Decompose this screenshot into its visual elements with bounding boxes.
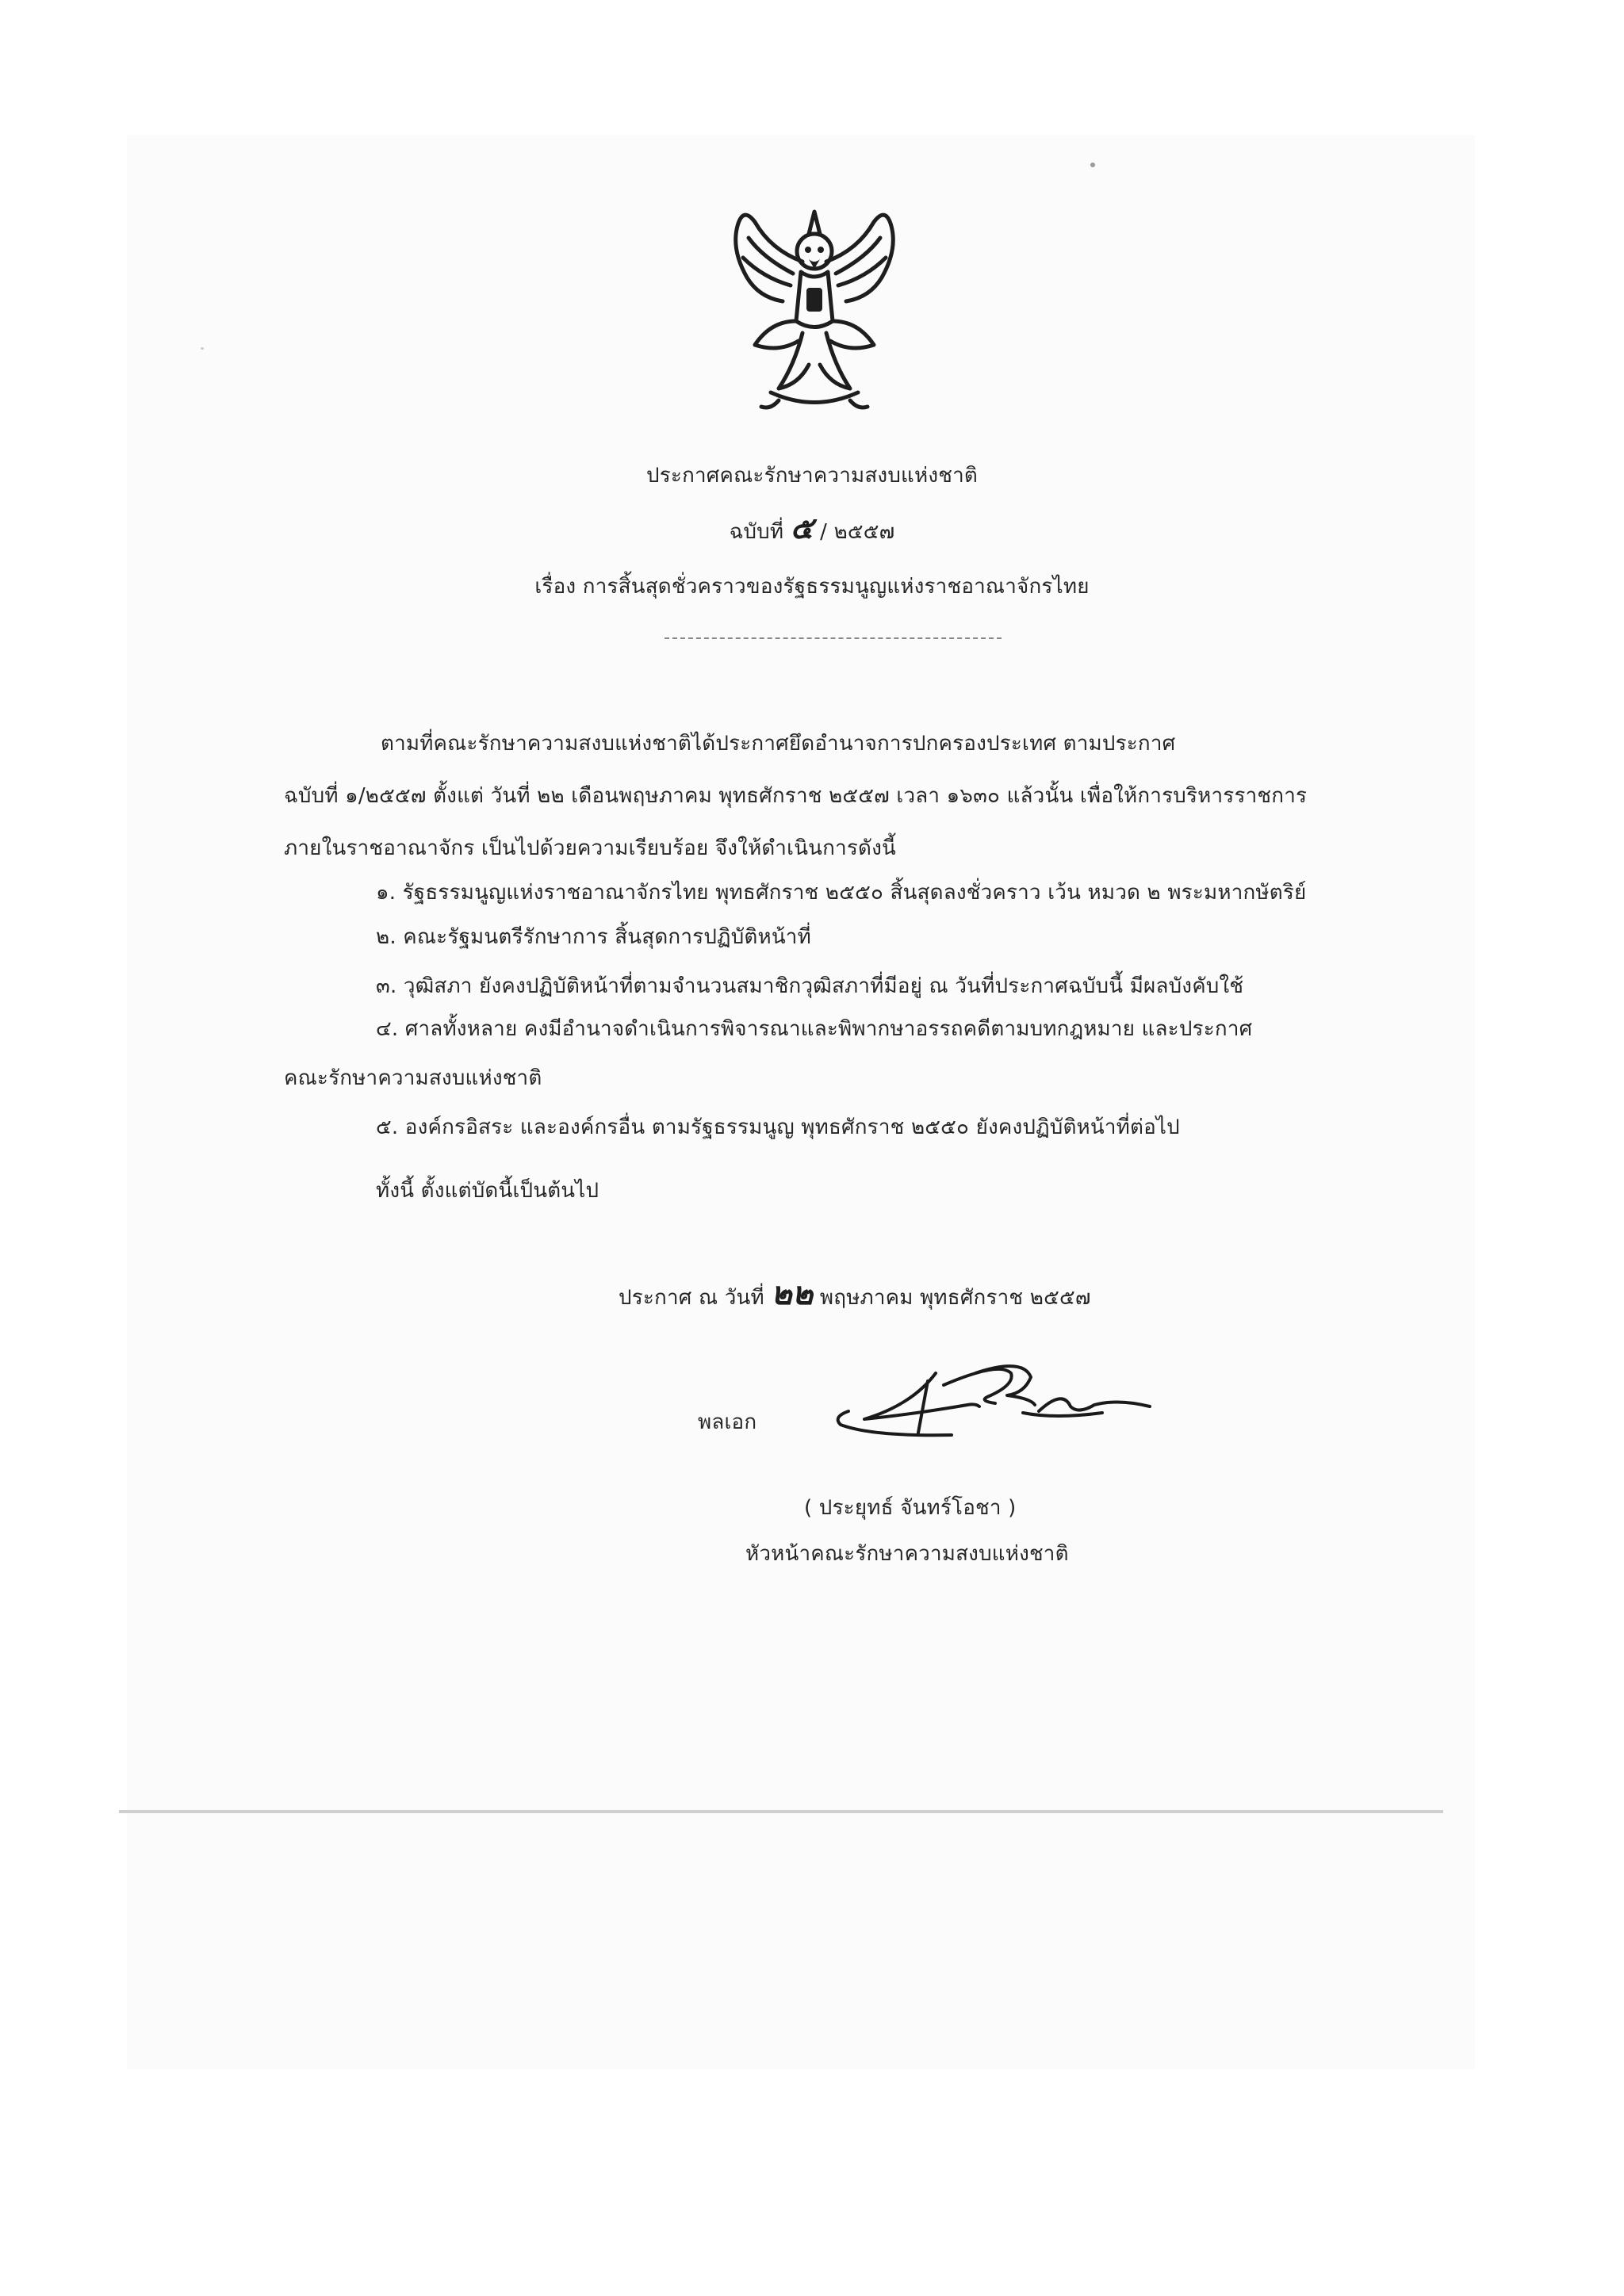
- scan-edge-line: [119, 1810, 1443, 1813]
- item-5: ๕. องค์กรอิสระ และองค์กรอื่น ตามรัฐธรรมนูญ พุทธศักราช ๒๕๕๐ ยังคงปฏิบัติหน้าที่ต่อไป: [376, 1115, 1180, 1139]
- item-4-line-1: ๔. ศาลทั้งหลาย คงมีอำนาจดำเนินการพิจารณาและพิพากษาอรรถคดีตามบทกฎหมาย และประกาศ: [376, 1017, 1253, 1041]
- closing-line: ทั้งนี้ ตั้งแต่บัดนี้เป็นต้นไป: [376, 1179, 599, 1203]
- subject-line: เรื่อง การสิ้นสุดชั่วคราวของรัฐธรรมนูญแห่งราชอาณาจักรไทย: [534, 575, 1090, 599]
- date-day-handwritten: ๒๒: [771, 1275, 814, 1312]
- number-prefix: ฉบับที่: [729, 520, 784, 544]
- number-suffix: / ๒๕๕๗: [820, 520, 895, 544]
- signatory-name: ( ประยุทธ์ จันทร์โอชา ): [804, 1496, 1017, 1520]
- item-3: ๓. วุฒิสภา ยังคงปฏิบัติหน้าที่ตามจำนวนสมาชิกวุฒิสภาที่มีอยู่ ณ วันที่ประกาศฉบับนี้ มีผลบังคับใช้: [376, 974, 1244, 998]
- scan-speck: [201, 347, 204, 350]
- signatory-title: หัวหน้าคณะรักษาความสงบแห่งชาติ: [745, 1542, 1069, 1566]
- intro-line-2: ฉบับที่ ๑/๒๕๕๗ ตั้งแต่ วันที่ ๒๒ เดือนพฤษภาคม พุทธศักราช ๒๕๕๗ เวลา ๑๖๓๐ แล้วนั้น เพื่อให้การบริหารราชการ: [284, 784, 1308, 808]
- item-1: ๑. รัฐธรรมนูญแห่งราชอาณาจักรไทย พุทธศักราช ๒๕๕๐ สิ้นสุดลงชั่วคราว เว้น หมวด ๒ พระมหากษัตริย์: [376, 881, 1307, 905]
- intro-line-3: ภายในราชอาณาจักร เป็นไปด้วยความเรียบร้อย จึงให้ดำเนินการดังนี้: [284, 836, 896, 860]
- issue-date: [619, 1275, 1091, 1312]
- date-suffix: พฤษภาคม พุทธศักราช ๒๕๕๗: [819, 1286, 1091, 1310]
- intro-line-1: ตามที่คณะรักษาความสงบแห่งชาติได้ประกาศยึดอำนาจการปกครองประเทศ ตามประกาศ: [381, 732, 1176, 756]
- date-prefix: ประกาศ ณ วันที่: [619, 1286, 764, 1310]
- item-4-line-2: คณะรักษาความสงบแห่งชาติ: [284, 1066, 542, 1090]
- scanned-page: [127, 135, 1475, 2069]
- scan-speck: [1090, 163, 1095, 167]
- handwritten-signature: [817, 1357, 1166, 1452]
- announcement-number: [0, 510, 1624, 546]
- item-2: ๒. คณะรัฐมนตรีรักษาการ สิ้นสุดการปฏิบัติหน้าที่: [376, 925, 811, 949]
- garuda-emblem-icon: [723, 202, 906, 416]
- number-handwritten: ๕: [790, 510, 814, 545]
- signatory-rank: พลเอก: [698, 1410, 757, 1434]
- issuer-heading: ประกาศคณะรักษาความสงบแห่งชาติ: [646, 464, 978, 488]
- separator-dashes: [665, 637, 1002, 639]
